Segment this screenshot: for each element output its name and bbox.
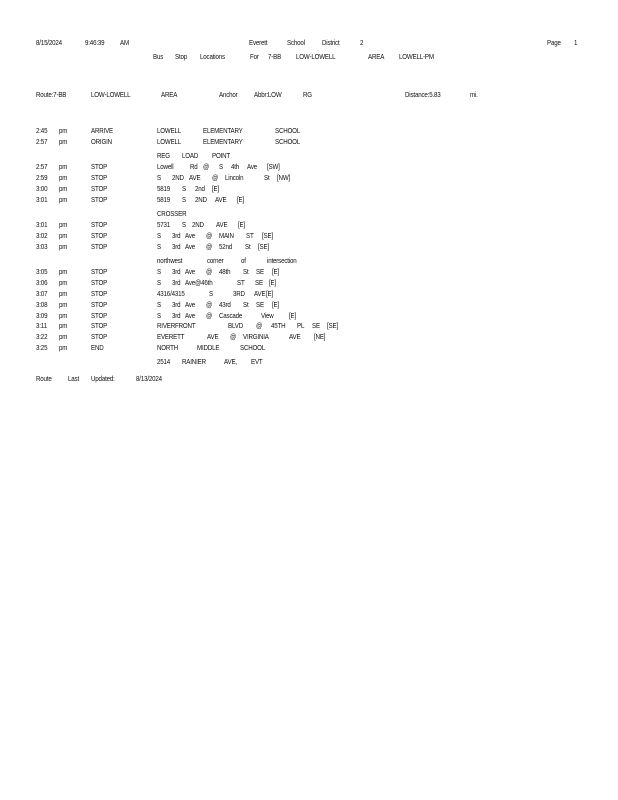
stop-location-word: [SE] <box>262 231 274 240</box>
stop-location-word: ELEMENTARY <box>203 126 243 135</box>
page-number: 1 <box>574 38 578 47</box>
stop-location-word: 2514 <box>157 357 171 366</box>
stop-ampm: pm <box>59 289 68 298</box>
stop-location-word: SE <box>256 267 264 276</box>
table-row <box>0 300 618 310</box>
stop-location-word: LOWELL <box>157 137 182 146</box>
stop-location-word: St <box>243 300 249 309</box>
stop-location-word: S <box>157 267 161 276</box>
footer-word: Updated: <box>91 374 115 383</box>
stop-location-word: 52nd <box>219 242 233 251</box>
stop-location-word: [E] <box>272 267 280 276</box>
stop-ampm: pm <box>59 195 68 204</box>
stop-location-word: AVE <box>254 289 266 298</box>
stop-location-word: 3rd <box>172 267 181 276</box>
footer-word: Route <box>36 374 52 383</box>
stop-time: 3:02 <box>36 231 48 240</box>
stop-type: STOP <box>91 278 108 287</box>
stop-ampm: pm <box>59 184 68 193</box>
stop-location-word: POINT <box>212 151 231 160</box>
stop-location-word: Ave@46th <box>185 278 213 287</box>
table-row <box>0 137 618 147</box>
stop-location-word: SCHOOL <box>240 343 266 352</box>
stop-location-word: northwest <box>157 256 183 265</box>
stop-location-word: S <box>157 300 161 309</box>
stop-location-word: SCHOOL <box>275 137 301 146</box>
district-word: Everett <box>249 38 268 47</box>
stop-location-word: S <box>157 231 161 240</box>
stop-time: 3:25 <box>36 343 48 352</box>
stop-location-word: @ <box>212 173 219 182</box>
stop-location-word: @ <box>206 300 213 309</box>
stop-location-word: intersection <box>267 256 297 265</box>
stop-type: STOP <box>91 300 108 309</box>
stop-location-word: SE <box>256 300 264 309</box>
stop-location-word: S <box>157 242 161 251</box>
subtitle-word: AREA <box>368 52 385 61</box>
stop-location-word: AVE <box>289 332 301 341</box>
stop-location-word: EVERETT <box>157 332 185 341</box>
stop-location-word: AVE <box>207 332 219 341</box>
district-word: School <box>287 38 305 47</box>
stop-type: STOP <box>91 220 108 229</box>
stop-location-word: [SE] <box>327 321 339 330</box>
stop-location-word: EVT <box>251 357 263 366</box>
stop-ampm: pm <box>59 220 68 229</box>
stop-location-word: View <box>261 311 274 320</box>
table-row <box>0 332 618 342</box>
subtitle-word: Bus <box>153 52 164 61</box>
table-row <box>0 242 618 252</box>
stop-location-word: 5819 <box>157 184 171 193</box>
table-row <box>0 126 618 136</box>
stop-type: END <box>91 343 104 352</box>
stop-location-word: @ <box>206 231 213 240</box>
stop-location-word: 2nd <box>195 184 205 193</box>
stop-location-word: RAINIER <box>182 357 206 366</box>
stop-location-word: @ <box>206 311 213 320</box>
stop-location-word: @ <box>203 162 210 171</box>
stop-location-word: Lincoln <box>225 173 244 182</box>
table-row <box>0 195 618 205</box>
stop-type: ORIGIN <box>91 137 112 146</box>
stop-ampm: pm <box>59 300 68 309</box>
stop-time: 3:11 <box>36 321 47 330</box>
district-word: 2 <box>360 38 364 47</box>
report-date: 8/15/2024 <box>36 38 62 47</box>
subtitle-word: LOWELL-PM <box>399 52 434 61</box>
stop-location-word: BLVD <box>228 321 244 330</box>
table-row <box>0 220 618 230</box>
stop-location-word: @ <box>230 332 237 341</box>
table-row <box>0 209 618 219</box>
stop-type: STOP <box>91 267 108 276</box>
stop-ampm: pm <box>59 126 68 135</box>
footer-word: Last <box>68 374 80 383</box>
stop-location-word: 5731 <box>157 220 171 229</box>
stop-location-word: 3rd <box>172 242 181 251</box>
stop-ampm: pm <box>59 311 68 320</box>
stop-location-word: St <box>245 242 251 251</box>
stop-time: 3:07 <box>36 289 48 298</box>
stop-location-word: 5819 <box>157 195 171 204</box>
stop-location-word: @ <box>256 321 263 330</box>
stop-type: STOP <box>91 162 108 171</box>
stop-ampm: pm <box>59 173 68 182</box>
stop-time: 2:59 <box>36 173 48 182</box>
stop-time: 3:22 <box>36 332 48 341</box>
table-row <box>0 278 618 288</box>
stop-location-word: MAIN <box>219 231 234 240</box>
footer-date: 8/13/2024 <box>136 374 162 383</box>
table-row <box>0 267 618 277</box>
stop-location-word: corner <box>207 256 224 265</box>
stop-location-word: [SE] <box>258 242 270 251</box>
stop-location-word: AVE <box>215 195 227 204</box>
stop-time: 2:57 <box>36 137 48 146</box>
stop-time: 3:03 <box>36 242 48 251</box>
stop-location-word: 3rd <box>172 278 181 287</box>
stop-type: STOP <box>91 195 108 204</box>
table-row <box>0 289 618 299</box>
table-row <box>0 162 618 172</box>
table-row <box>0 231 618 241</box>
stop-location-word: AVE <box>189 173 201 182</box>
stop-location-word: [E] <box>289 311 297 320</box>
stop-location-word: 3RD <box>233 289 245 298</box>
stop-time: 3:09 <box>36 311 48 320</box>
table-row <box>0 173 618 183</box>
stop-ampm: pm <box>59 278 68 287</box>
stop-type: STOP <box>91 321 108 330</box>
stop-location-word: Ave <box>247 162 258 171</box>
subtitle-word: Locations <box>200 52 225 61</box>
stop-time: 3:01 <box>36 195 48 204</box>
stop-location-word: SCHOOL <box>275 126 301 135</box>
route-name: LOW-LOWELL <box>91 90 131 99</box>
table-row <box>0 311 618 321</box>
stop-location-word: Lowell <box>157 162 174 171</box>
stop-ampm: pm <box>59 332 68 341</box>
stop-location-word: [E] <box>272 300 280 309</box>
stop-location-word: 2ND <box>195 195 207 204</box>
stop-location-word: 3rd <box>172 231 181 240</box>
stop-location-word: @ <box>206 267 213 276</box>
stop-type: ARRIVE <box>91 126 113 135</box>
route-rg: RG <box>303 90 312 99</box>
stop-time: 3:00 <box>36 184 48 193</box>
table-row <box>0 184 618 194</box>
subtitle-word: 7-BB <box>268 52 282 61</box>
stop-type: STOP <box>91 289 108 298</box>
table-row <box>0 256 618 266</box>
stop-location-word: LOAD <box>182 151 199 160</box>
stop-location-word: 4th <box>231 162 240 171</box>
stop-ampm: pm <box>59 231 68 240</box>
stop-ampm: pm <box>59 267 68 276</box>
stop-type: STOP <box>91 242 108 251</box>
stop-ampm: pm <box>59 162 68 171</box>
route-anchor: Anchor <box>219 90 238 99</box>
stop-location-word: of <box>241 256 246 265</box>
stop-location-word: 45TH <box>271 321 286 330</box>
stop-location-word: 2ND <box>172 173 184 182</box>
stop-location-word: MIDDLE <box>197 343 220 352</box>
stop-location-word: LOWELL <box>157 126 182 135</box>
stop-location-word: 3rd <box>172 311 181 320</box>
stop-ampm: pm <box>59 137 68 146</box>
stop-location-word: Ave <box>185 242 196 251</box>
report-time: 9:46:39 <box>85 38 105 47</box>
stop-location-word: 3rd <box>172 300 181 309</box>
stop-time: 2:45 <box>36 126 48 135</box>
stop-location-word: [E] <box>269 278 277 287</box>
stop-location-word: [SW] <box>267 162 280 171</box>
stop-location-word: REG <box>157 151 170 160</box>
stop-location-word: [E] <box>237 195 245 204</box>
stop-location-word: S <box>157 173 161 182</box>
stop-location-word: St <box>264 173 270 182</box>
stop-location-word: [E] <box>212 184 220 193</box>
route-distance: Distance:5.83 <box>405 90 441 99</box>
stop-location-word: S <box>182 195 186 204</box>
stop-location-word: CROSSER <box>157 209 187 218</box>
distance-unit: mi. <box>470 90 478 99</box>
page-label: Page <box>547 38 561 47</box>
table-row <box>0 343 618 353</box>
stop-location-word: Rd <box>190 162 198 171</box>
report-ampm: AM <box>120 38 129 47</box>
stop-location-word: VIRGINIA <box>243 332 269 341</box>
route-id: Route:7-BB <box>36 90 67 99</box>
stop-location-word: [E] <box>266 289 274 298</box>
stop-location-word: Ave <box>185 311 196 320</box>
stop-time: 3:06 <box>36 278 48 287</box>
district-word: District <box>322 38 340 47</box>
stop-location-word: SE <box>312 321 320 330</box>
stop-location-word: St <box>243 267 249 276</box>
stop-type: STOP <box>91 332 108 341</box>
stop-time: 3:08 <box>36 300 48 309</box>
stop-location-word: S <box>157 311 161 320</box>
stop-location-word: 48th <box>219 267 231 276</box>
stop-type: STOP <box>91 311 108 320</box>
subtitle-word: Stop <box>175 52 188 61</box>
stop-location-word: AVE <box>216 220 228 229</box>
stop-type: STOP <box>91 173 108 182</box>
stop-location-word: [NE] <box>314 332 326 341</box>
stop-location-word: NORTH <box>157 343 179 352</box>
stop-location-word: AVE, <box>224 357 237 366</box>
stop-ampm: pm <box>59 242 68 251</box>
stop-location-word: [E] <box>238 220 246 229</box>
subtitle-word: LOW-LOWELL <box>296 52 336 61</box>
stop-location-word: PL <box>297 321 305 330</box>
stop-location-word: ELEMENTARY <box>203 137 243 146</box>
stop-location-word: S <box>157 278 161 287</box>
subtitle-word: For <box>250 52 259 61</box>
stop-ampm: pm <box>59 321 68 330</box>
stop-type: STOP <box>91 231 108 240</box>
stop-time: 3:05 <box>36 267 48 276</box>
table-row <box>0 357 618 367</box>
table-row <box>0 321 618 331</box>
route-abbr: Abbr:LOW <box>254 90 282 99</box>
stop-location-word: RIVERFRONT <box>157 321 196 330</box>
stop-location-word: [NW] <box>277 173 291 182</box>
stop-location-word: @ <box>206 242 213 251</box>
stop-ampm: pm <box>59 343 68 352</box>
stop-location-word: Cascade <box>219 311 243 320</box>
stop-location-word: 2ND <box>192 220 204 229</box>
stop-location-word: Ave <box>185 231 196 240</box>
stop-time: 2:57 <box>36 162 48 171</box>
stop-location-word: S <box>209 289 213 298</box>
stop-location-word: S <box>182 184 186 193</box>
stop-location-word: S <box>219 162 223 171</box>
stop-time: 3:01 <box>36 220 48 229</box>
stop-location-word: ST <box>246 231 254 240</box>
route-area: AREA <box>161 90 178 99</box>
stop-location-word: Ave <box>185 267 196 276</box>
stop-location-word: 43rd <box>219 300 231 309</box>
table-row <box>0 151 618 161</box>
stop-location-word: S <box>182 220 186 229</box>
stop-location-word: Ave <box>185 300 196 309</box>
stop-location-word: SE <box>255 278 263 287</box>
stop-location-word: ST <box>237 278 245 287</box>
stop-type: STOP <box>91 184 108 193</box>
stop-location-word: 4316/4315 <box>157 289 185 298</box>
